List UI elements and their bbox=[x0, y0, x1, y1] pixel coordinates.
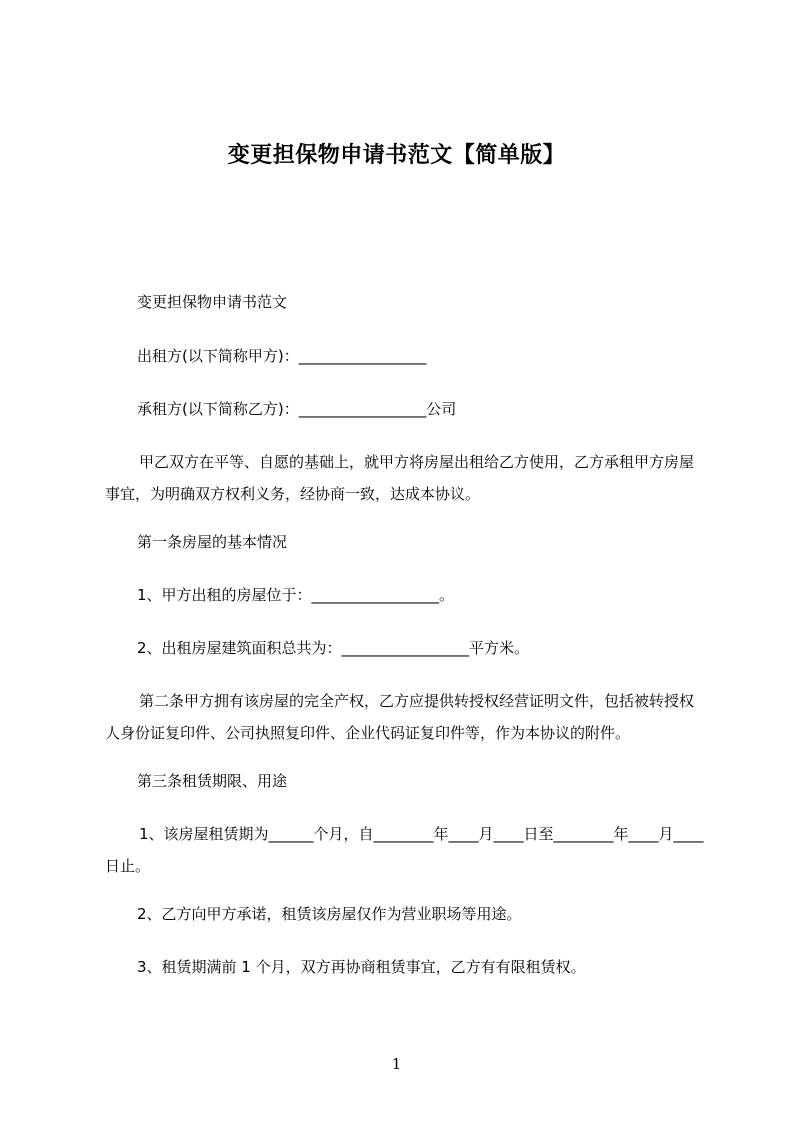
paragraph-article-3-item-2: 2、乙方向甲方承诺，租赁该房屋仅作为营业职场等用途。 bbox=[137, 905, 522, 923]
paragraph-preamble: 甲乙双方在平等、自愿的基础上，就甲方将房屋出租给乙方使用，乙方承租甲方房屋事宜，为明确双方权利义务，经协商一致，达成本协议。 bbox=[105, 453, 695, 503]
paragraph-subtitle: 变更担保物申请书范文 bbox=[137, 293, 288, 311]
paragraph-article-1: 第一条房屋的基本情况 bbox=[137, 533, 288, 551]
paragraph-article-3-item-1: 1、该房屋租赁期为______个月，自________年____月____日至________年____月____日止。 bbox=[105, 825, 704, 875]
paragraph-article-3-item-3: 3、租赁期满前 1 个月，双方再协商租赁事宜，乙方有有限租赁权。 bbox=[137, 958, 586, 976]
paragraph-article-1-item-2: 2、出租房屋建筑面积总共为：_________________平方米。 bbox=[137, 639, 530, 657]
paragraph-lessor: 出租方(以下简称甲方)：_________________ bbox=[137, 347, 427, 365]
paragraph-article-3: 第三条租赁期限、用途 bbox=[137, 772, 288, 790]
document-title: 变更担保物申请书范文【简单版】 bbox=[227, 143, 566, 168]
paragraph-article-1-item-1: 1、甲方出租的房屋位于：_________________。 bbox=[137, 586, 455, 604]
paragraph-lessee: 承租方(以下简称乙方)：_________________公司 bbox=[137, 400, 457, 418]
paragraph-article-2: 第二条甲方拥有该房屋的完全产权，乙方应提供转授权经营证明文件，包括被转授权人身份证复印件、公司执照复印件、企业代码证复印件等，作为本协议的附件。 bbox=[105, 692, 695, 742]
page-number: 1 bbox=[391, 1055, 402, 1073]
